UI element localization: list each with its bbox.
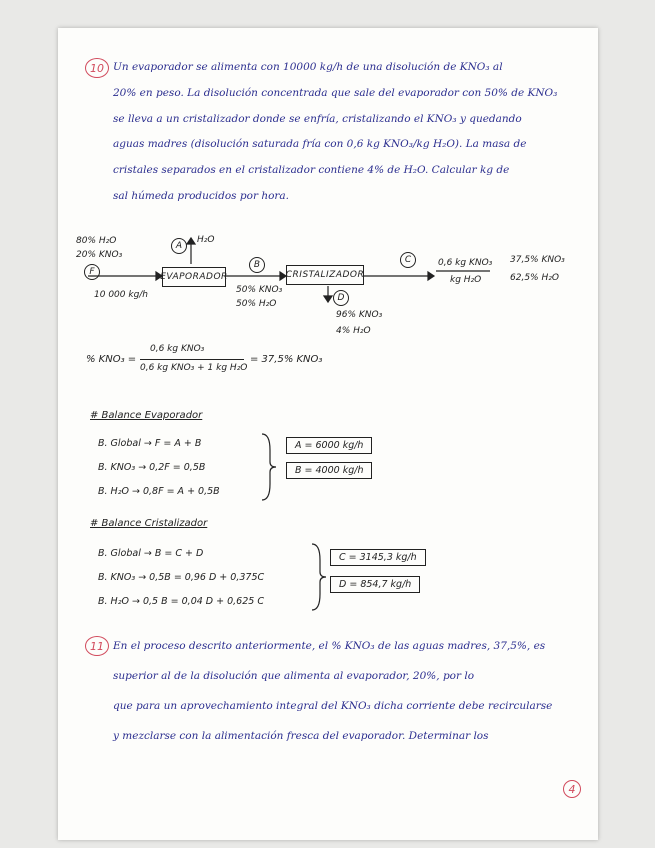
evaporator-unit: EVAPORADOR bbox=[162, 267, 226, 287]
feed-flow: 10 000 kg/h bbox=[94, 290, 149, 300]
flow-diagram-lines bbox=[58, 28, 598, 358]
stream-c-ratio-num: 0,6 kg KNO₃ bbox=[438, 258, 493, 268]
result-b: B = 4000 kg/h bbox=[286, 462, 372, 479]
page-number: 4 bbox=[563, 780, 581, 798]
stream-d-kno3: 96% KNO₃ bbox=[336, 310, 383, 320]
evap-brace bbox=[258, 432, 278, 502]
result-d: D = 854,7 kg/h bbox=[330, 576, 420, 593]
stream-b-label: B bbox=[249, 257, 265, 273]
crist-equation: B. Global → B = C + D bbox=[98, 548, 204, 559]
result-a: A = 6000 kg/h bbox=[286, 437, 372, 454]
result-c: C = 3145,3 kg/h bbox=[330, 549, 426, 566]
stream-f-label: F bbox=[84, 264, 100, 280]
percent-denominator: 0,6 kg KNO₃ + 1 kg H₂O bbox=[140, 363, 248, 373]
balance-crystallizer-title: # Balance Cristalizador bbox=[90, 518, 208, 529]
evap-equation: B. H₂O → 0,8F = A + 0,5B bbox=[98, 486, 220, 497]
problem-10-line: 20% en peso. La disolución concentrada que sale del evaporador con 50% de KNO₃ bbox=[113, 87, 558, 99]
fraction-bar bbox=[140, 359, 244, 360]
stream-a-h2o: H₂O bbox=[197, 235, 215, 245]
stream-c-kno3: 37,5% KNO₃ bbox=[510, 255, 565, 265]
stream-c-h2o: 62,5% H₂O bbox=[510, 273, 559, 283]
crist-brace bbox=[308, 542, 328, 612]
problem-11-line: En el proceso descrito anteriormente, el % KNO₃ de las aguas madres, 37,5%, es bbox=[113, 640, 546, 652]
stream-d-h2o: 4% H₂O bbox=[336, 326, 371, 336]
evap-equation: B. Global → F = A + B bbox=[98, 438, 202, 449]
problem-11-line: que para un aprovechamiento integral del KNO₃ dicha corriente debe recircularse bbox=[113, 700, 553, 712]
problem-10-line: cristales separados en el cristalizador contiene 4% de H₂O. Calcular kg de bbox=[113, 164, 510, 176]
problem-10-line: sal húmeda producidos por hora. bbox=[113, 190, 290, 202]
crist-equation: B. KNO₃ → 0,5B = 0,96 D + 0,375C bbox=[98, 572, 265, 583]
crist-equation: B. H₂O → 0,5 B = 0,04 D + 0,625 C bbox=[98, 596, 264, 607]
problem-10-line: Un evaporador se alimenta con 10000 kg/h de una disolución de KNO₃ al bbox=[113, 61, 503, 73]
percent-lhs: % KNO₃ = bbox=[86, 354, 137, 365]
stream-c-label: C bbox=[400, 252, 416, 268]
problem-11-line: y mezclarse con la alimentación fresca del evaporador. Determinar los bbox=[113, 730, 489, 742]
feed-kno3: 20% KNO₃ bbox=[76, 250, 123, 260]
stream-b-kno3: 50% KNO₃ bbox=[236, 285, 283, 295]
stream-c-ratio-den: kg H₂O bbox=[450, 275, 482, 285]
stream-d-label: D bbox=[333, 290, 349, 306]
stream-a-label: A bbox=[171, 238, 187, 254]
feed-h2o: 80% H₂O bbox=[76, 236, 117, 246]
problem-10-line: aguas madres (disolución saturada fría con 0,6 kg KNO₃/kg H₂O). La masa de bbox=[113, 138, 527, 150]
balance-evaporator-title: # Balance Evaporador bbox=[90, 410, 203, 421]
percent-result: = 37,5% KNO₃ bbox=[250, 354, 323, 365]
problem-10-number: 10 bbox=[85, 58, 109, 78]
crystallizer-unit: CRISTALIZADOR bbox=[286, 265, 364, 285]
problem-11-line: superior al de la disolución que alimenta al evaporador, 20%, por lo bbox=[113, 670, 475, 682]
notebook-page bbox=[58, 28, 598, 840]
problem-11-number: 11 bbox=[85, 636, 109, 656]
evap-equation: B. KNO₃ → 0,2F = 0,5B bbox=[98, 462, 206, 473]
percent-numerator: 0,6 kg KNO₃ bbox=[150, 344, 205, 354]
stream-b-h2o: 50% H₂O bbox=[236, 299, 277, 309]
problem-10-line: se lleva a un cristalizador donde se enfría, cristalizando el KNO₃ y quedando bbox=[113, 113, 522, 125]
